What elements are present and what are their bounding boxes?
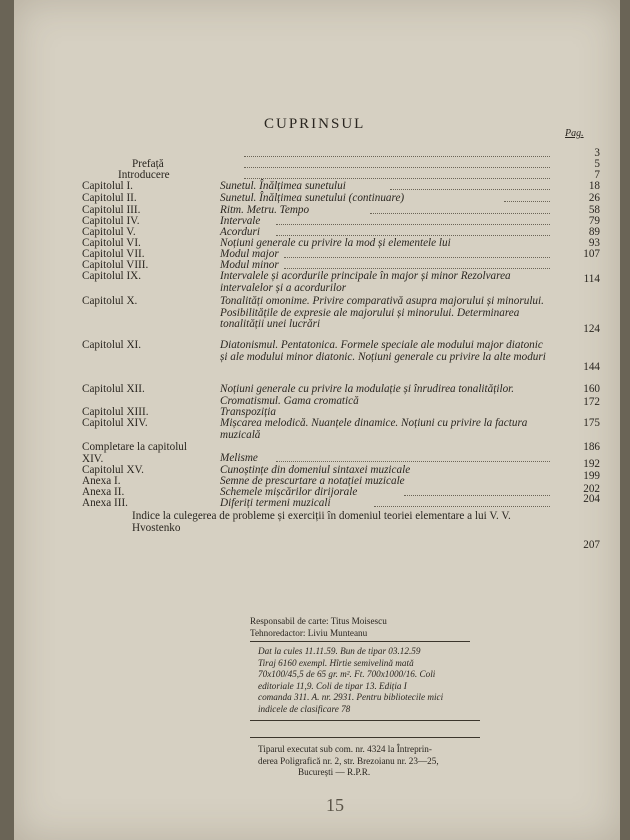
divider xyxy=(250,720,480,721)
page-column-label: Pag. xyxy=(565,128,584,139)
editor-credit: Responsabil de carte: Titus Moisescu xyxy=(250,616,387,626)
document-page xyxy=(14,0,620,840)
page-number: 15 xyxy=(326,795,344,815)
divider xyxy=(250,641,470,642)
technical-editor-credit: Tehnoredactor: Liviu Munteanu xyxy=(250,627,368,638)
print-info: Dat la cules 11.11.59. Bun de tipar 03.12.59 Tiraj 6160 exempl. Hîrtie semivelină mată 70x100/45,5 de 65 gr. m². Ft. 700x1000/16. Coli editoriale 11,9. Coli de tipar 13. Ediția I comanda 311. A. nr. 2931. Pentru bibliotecile mici indicele de clasificare 78 xyxy=(258,646,444,714)
table-of-contents: 3 Prefață 5 Introducere 7 Capitolul I. Sunetul. Înălțimea sunetului 18 Capitolul II. Sunetul. Înălțimea sunetului (continuare) 26 Capitolul III. Ritm. Metru. Tempo 58 Capitolul IV. Intervale 79 Capitolul V. Acorduri 89 Capitolul VI. Noțiuni generale cu privire la mod și elementele lui 93 Capitolul VII. Modul major 107 Capitolul VIII. Modul minor Capitolul IX. Intervalele și acordurile principale în major și minor Rezolvarea intervalelor și a acordurilor 114 Capitolul X. Tonalități omonime. Privire comparativă asupra majorului și minorului. Posibilitățile de expresie ale majorului și minorului. Determinarea tonalității unei lucrări 124 Capitolul XI. Diatonismul. Pentatonica. Formele speciale ale modului major diatonic și ale modului minor diatonic. Noțiuni generale cu privire la alte moduri 144 Capitolul XII. Noțiuni generale cu privire la modulație și înrudirea tonalităților. Cromatismul. Gama cromatică 160 Capitolul XIII. Transpoziția 172 Capitolul XIV. Mișcarea melodică. Nuanțele dinamice. Noțiuni cu privire la factura muzicală 175 Completare la capitolul XIV. Melisme 186 Capitolul XV. Cunoștințe din domeniul sintaxei muzicale 192 Anexa I. Semne de prescurtare a notației muzicale 199 Anexa II. Schemele mișcărilor dirijorale 202 Anexa III. Diferiți termeni muzicali 204 Indice la culegerea de probleme și exerciții în domeniul teoriei elementare a lui V. V. Hvostenko 207 xyxy=(82,147,600,551)
divider xyxy=(250,737,480,738)
printer-info: Tiparul executat sub com. nr. 4324 la Întreprin- derea Poligrafică nr. 2, str. Brezoianu nr. 23—25, București — R.P.R. xyxy=(258,744,439,777)
credits xyxy=(250,616,387,639)
toc-title: CUPRINSUL xyxy=(264,116,366,132)
